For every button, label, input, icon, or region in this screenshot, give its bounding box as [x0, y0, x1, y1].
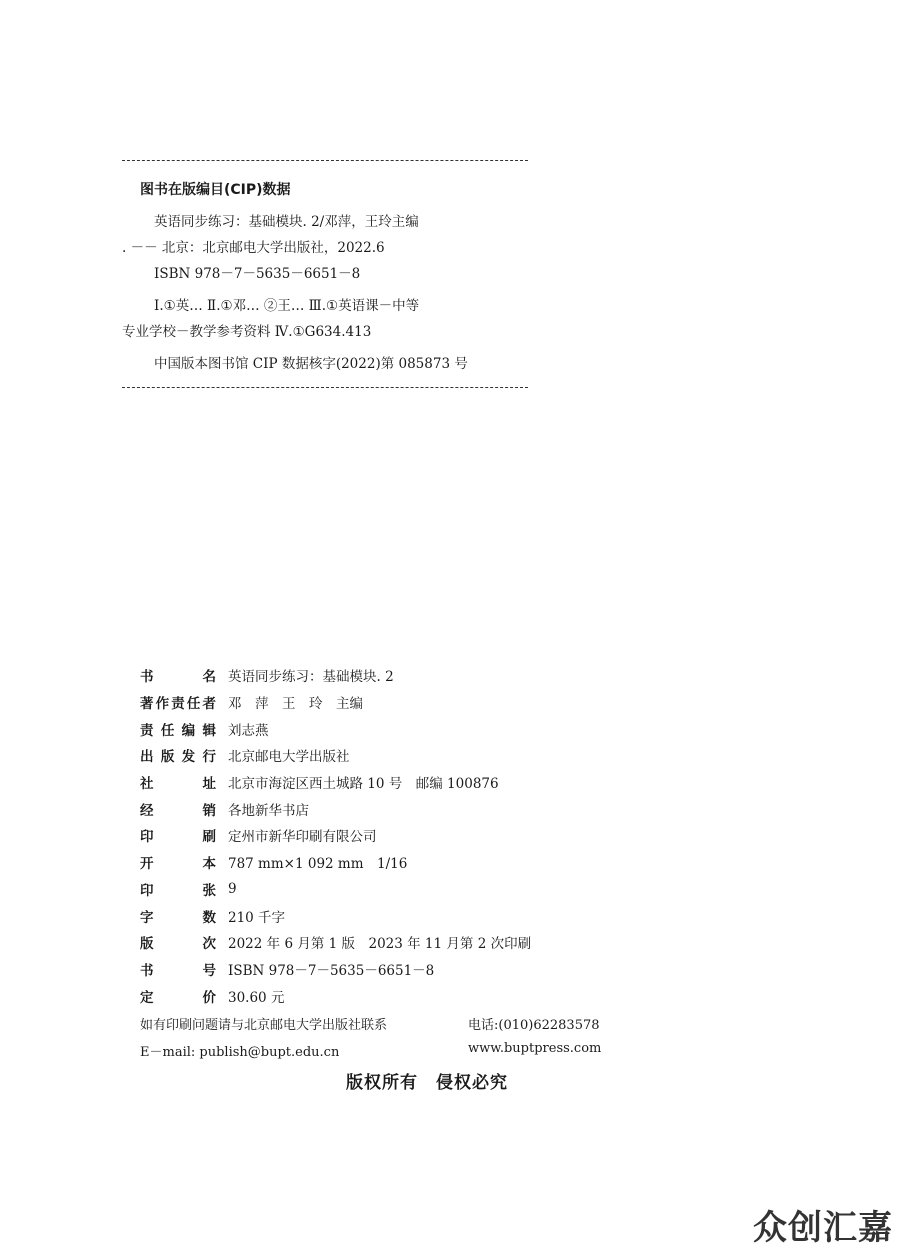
info-row [140, 929, 531, 956]
info-row [140, 689, 531, 716]
book-info-table [140, 662, 531, 1009]
info-value: 北京邮电大学出版社 [228, 749, 350, 766]
contact-line-web [140, 1041, 602, 1060]
info-row [140, 982, 531, 1009]
info-value: 210 千字 [228, 909, 286, 926]
email-address: E－mail: publish@bupt.edu.cn [140, 1045, 340, 1060]
info-row [140, 956, 531, 983]
info-value: 英语同步练习：基础模块. 2 [228, 669, 394, 686]
info-row [140, 876, 531, 903]
info-value: 30.60 元 [228, 989, 285, 1006]
info-label: 定价 [140, 989, 216, 1006]
cip-line-classification: Ⅰ.①英… Ⅱ.①邓… ②王… Ⅲ.①英语课－中等 [154, 298, 420, 314]
info-label: 字数 [140, 909, 216, 926]
info-label: 责任编辑 [140, 722, 216, 739]
contact-line-phone [140, 1014, 600, 1033]
info-label: 开本 [140, 856, 216, 873]
cip-line-classification-cont: 专业学校－教学参考资料 Ⅳ.①G634.413 [122, 324, 372, 340]
copyright-notice: 版权所有 侵权必究 [346, 1073, 508, 1093]
info-row [140, 769, 531, 796]
info-label: 经销 [140, 802, 216, 819]
watermark-logo: 众创汇嘉 [753, 1208, 893, 1248]
cip-line-publisher: . －－ 北京：北京邮电大学出版社，2022.6 [122, 240, 385, 256]
info-value: 北京市海淀区西土城路 10 号 邮编 100876 [228, 776, 499, 793]
info-value: 9 [228, 880, 237, 897]
info-label: 印张 [140, 882, 216, 899]
info-row [140, 902, 531, 929]
info-row [140, 822, 531, 849]
top-dashed-divider [122, 160, 528, 161]
print-issue-notice: 如有印刷问题请与北京邮电大学出版社联系 [140, 1018, 388, 1033]
cip-line-isbn: ISBN 978－7－5635－6651－8 [154, 266, 361, 282]
cip-line-title: 英语同步练习：基础模块. 2/邓萍，王玲主编 [154, 214, 419, 230]
info-label: 印刷 [140, 829, 216, 846]
info-value: 定州市新华印刷有限公司 [228, 829, 377, 846]
cip-line-record-number: 中国版本图书馆 CIP 数据核字(2022)第 085873 号 [154, 356, 468, 372]
bottom-dashed-divider [122, 387, 528, 388]
info-label: 著作责任者 [140, 696, 216, 713]
info-value: ISBN 978－7－5635－6651－8 [228, 962, 435, 979]
info-row [140, 662, 531, 689]
info-row [140, 795, 531, 822]
info-value: 邓 萍 王 玲 主编 [228, 696, 363, 713]
info-label: 社址 [140, 776, 216, 793]
cip-block [122, 160, 528, 388]
cip-body [122, 209, 528, 377]
info-label: 版次 [140, 936, 216, 953]
website-url: www.buptpress.com [468, 1041, 602, 1056]
cip-title: 图书在版编目(CIP)数据 [140, 182, 291, 198]
info-value: 刘志燕 [228, 722, 269, 739]
info-row [140, 849, 531, 876]
info-value: 787 mm×1 092 mm 1/16 [228, 856, 408, 873]
phone-number: 电话:(010)62283578 [468, 1018, 600, 1033]
info-label: 出版发行 [140, 749, 216, 766]
info-value: 2022 年 6 月第 1 版 2023 年 11 月第 2 次印刷 [228, 936, 532, 953]
info-row [140, 742, 531, 769]
info-row [140, 715, 531, 742]
info-label: 书号 [140, 962, 216, 979]
info-label: 书名 [140, 669, 216, 686]
info-value: 各地新华书店 [228, 802, 309, 819]
